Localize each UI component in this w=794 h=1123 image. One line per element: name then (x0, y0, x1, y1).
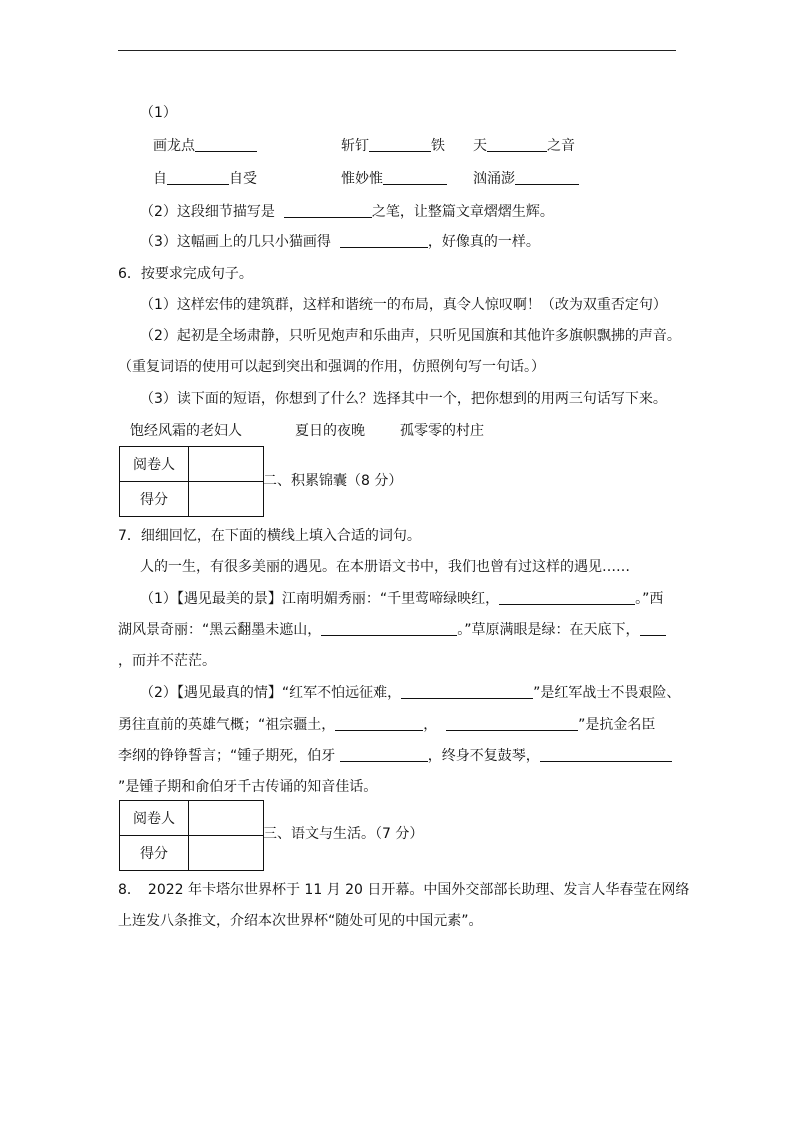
idiom-text: 惟妙惟 (341, 171, 383, 187)
q6-phrase-2: 夏日的夜晚 (295, 423, 365, 439)
answer-blank[interactable] (487, 137, 547, 152)
grader-table (119, 446, 264, 517)
q7-p1-line2 (118, 621, 666, 639)
q7-text: 勇往直前的英雄气概；“祖宗疆土， (118, 717, 336, 733)
q7-text: 湖风景奇丽：“黑云翻墨未遮山， (118, 622, 322, 638)
idiom-text: 之音 (547, 138, 575, 154)
q8-line-1: 8． 2022 年卡塔尔世界杯于 11 月 20 日开幕。中国外交部部长助理、发言人华春莹在网络 (118, 882, 690, 898)
q6-sentence-1: （1）这样宏伟的建筑群，这样和谐统一的布局，真令人惊叹啊！（改为双重否定句） (140, 297, 667, 313)
idiom-text: 自受 (229, 171, 257, 187)
q5-sub3 (140, 233, 540, 251)
q7-p2-line1 (140, 684, 680, 702)
answer-blank[interactable] (640, 621, 666, 636)
q5-sub2-text: 之笔，让整篇文章熠熠生辉。 (371, 204, 554, 220)
q5-sub3-text: ，好像真的一样。 (427, 234, 540, 250)
idiom-text: 斩钉 (341, 138, 369, 154)
answer-blank[interactable] (284, 203, 372, 218)
q5-sub2 (140, 203, 554, 221)
q5-sub3-text: （3）这幅画上的几只小猫画得 (140, 234, 331, 250)
score-cell[interactable] (189, 836, 264, 871)
q6-heading: 6．按要求完成句子。 (118, 266, 253, 282)
q7-text: （2）【遇见最真的情】“红军不怕远征难， (140, 685, 402, 701)
idiom-text: 自 (153, 171, 167, 187)
answer-blank[interactable] (401, 684, 533, 699)
answer-blank[interactable] (335, 716, 423, 731)
q7-text: ，终身不复鼓琴， (427, 748, 540, 764)
q6-phrase-3: 孤零零的村庄 (400, 423, 484, 439)
grader-table (119, 800, 264, 871)
answer-blank[interactable] (383, 170, 447, 185)
q7-intro: 人的一生，有很多美丽的遇见。在本册语文书中，我们也曾有过这样的遇见…… (140, 559, 630, 575)
q7-p1-line1 (140, 590, 663, 608)
q7-p2-line2 (118, 716, 655, 734)
answer-blank[interactable] (446, 716, 578, 731)
section-title: 二、积累锦囊（8 分） (263, 473, 403, 489)
q7-text: ， (423, 717, 438, 733)
idiom-text: 汹涌澎 (473, 171, 515, 187)
grader-cell[interactable] (189, 447, 264, 482)
q7-text: ”是红军战士不畏艰险、 (533, 685, 681, 701)
grader-label: 阅卷人 (120, 447, 189, 482)
answer-blank[interactable] (340, 233, 428, 248)
q7-text: 。”草原满眼是绿：在天底下， (457, 622, 640, 638)
section-title: 三、语文与生活。（7 分） (263, 826, 424, 842)
q7-text: 李纲的铮铮誓言；“锺子期死，伯牙 (118, 748, 336, 764)
q7-p2-line3 (118, 747, 672, 765)
q7-text: 。”西 (635, 591, 664, 607)
idiom-text: 天 (473, 138, 487, 154)
answer-blank[interactable] (195, 137, 257, 152)
q6-sentence-3: （3）读下面的短语，你想到了什么？选择其中一个，把你想到的用两三句话写下来。 (140, 391, 667, 407)
q7-heading: 7．细细回忆，在下面的横线上填入合适的词句。 (118, 528, 421, 544)
idiom-blank-3 (473, 137, 575, 155)
answer-blank[interactable] (499, 590, 635, 605)
q7-p2-line4: ”是锺子期和俞伯牙千古传诵的知音佳话。 (118, 779, 378, 795)
q6-sentence-2-note: （重复词语的使用可以起到突出和强调的作用，仿照例句写一句话。） (118, 359, 545, 375)
q6-sentence-2: （2）起初是全场肃静，只听见炮声和乐曲声，只听见国旗和其他许多旗帜飘拂的声音。 (140, 328, 681, 344)
q5-sub2-text: （2）这段细节描写是 (140, 204, 275, 220)
q7-text: ”是抗金名臣 (578, 717, 656, 733)
q5-sub1-label: （1） (140, 105, 177, 121)
answer-blank[interactable] (340, 747, 428, 762)
q7-p1-line3: ，而并不茫茫。 (118, 653, 216, 669)
score-label: 得分 (120, 482, 189, 517)
answer-blank[interactable] (515, 170, 579, 185)
q8-line-2: 上连发八条推文，介绍本次世界杯“随处可见的中国元素”。 (118, 913, 483, 929)
header-rule (118, 50, 676, 51)
idiom-text: 画龙点 (153, 138, 195, 154)
idiom-blank-4 (153, 170, 257, 188)
idiom-blank-6 (473, 170, 579, 188)
grader-cell[interactable] (189, 801, 264, 836)
score-cell[interactable] (189, 482, 264, 517)
answer-blank[interactable] (167, 170, 229, 185)
idiom-text: 铁 (431, 138, 445, 154)
score-label: 得分 (120, 836, 189, 871)
q7-text: （1）【遇见最美的景】江南明媚秀丽：“千里莺啼绿映红， (140, 591, 500, 607)
answer-blank[interactable] (321, 621, 457, 636)
grader-label: 阅卷人 (120, 801, 189, 836)
answer-blank[interactable] (540, 747, 672, 762)
idiom-blank-5 (341, 170, 447, 188)
idiom-blank-1 (153, 137, 257, 155)
answer-blank[interactable] (369, 137, 431, 152)
idiom-blank-2 (341, 137, 445, 155)
q6-phrase-1: 饱经风霜的老妇人 (130, 423, 242, 439)
